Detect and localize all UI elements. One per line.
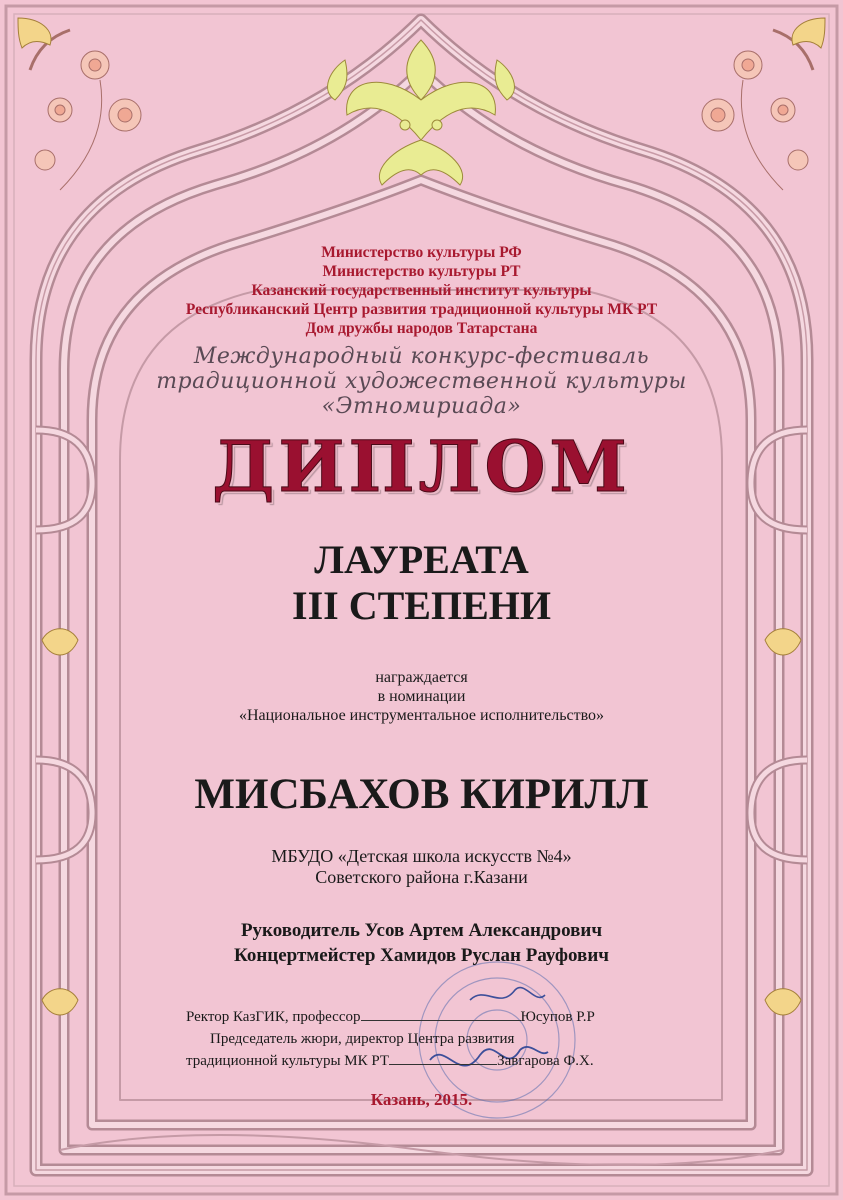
festival-line-3: «Этномириада»: [321, 394, 522, 419]
awarded-text: награждается: [375, 669, 468, 686]
corner-flowers-right: [702, 30, 813, 190]
rector-name: Юсупов Р.Р: [520, 1009, 595, 1025]
school-line-1: МБУДО «Детская школа искусств №4»: [271, 846, 572, 866]
organizer-friendship-house: Дом дружбы народов Татарстана: [305, 320, 538, 337]
organizer-kazan-institute: Казанский государственный институт культуры: [251, 282, 592, 299]
rector-signature-line: [186, 1008, 595, 1026]
staff-block: [0, 918, 843, 968]
place-and-date: Казань, 2015.: [370, 1090, 473, 1109]
degree-line-2: III СТЕПЕНИ: [292, 583, 551, 628]
chair-title-line-1: Председатель жюри, директор Центра развития: [210, 1031, 515, 1047]
nomination-caption: в номинации: [377, 688, 466, 705]
diploma-title: ДИПЛОМ: [212, 425, 631, 508]
school-block: [0, 846, 843, 888]
corner-flowers-left: [30, 30, 141, 190]
organizers-block: [0, 243, 843, 338]
organizer-ministry-rf: Министерство культуры РФ: [321, 244, 522, 261]
organizer-republican-center: Республиканский Центр развития традиционной культуры МК РТ: [185, 301, 658, 318]
festival-line-1: Международный конкурс-фестиваль: [193, 344, 650, 369]
nomination-name: «Национальное инструментальное исполнительство»: [238, 707, 605, 724]
leader-line: Руководитель Усов Артем Александрович: [240, 920, 603, 941]
gold-tulip-ornament: [328, 40, 515, 185]
chair-title-line-2: традиционной культуры МК РТ: [186, 1053, 390, 1069]
rector-title: Ректор КазГИК, профессор: [186, 1009, 361, 1025]
degree-block: [0, 537, 843, 629]
chair-signature-line: [186, 1052, 594, 1070]
festival-block: [0, 344, 843, 419]
award-block: [0, 668, 843, 725]
organizer-ministry-rt: Министерство культуры РТ: [322, 263, 521, 280]
festival-line-2: традиционной художественной культуры: [156, 369, 687, 394]
recipient-name: МИСБАХОВ КИРИЛЛ: [194, 771, 649, 818]
chair-name: Завгарова Ф.Х.: [497, 1053, 594, 1069]
school-line-2: Советского района г.Казани: [315, 867, 528, 887]
rector-signature-underline: [361, 1020, 521, 1021]
accompanist-line: Концертмейстер Хамидов Руслан Рауфович: [234, 945, 609, 966]
degree-line-1: ЛАУРЕАТА: [314, 537, 529, 582]
chair-signature-underline: [389, 1064, 497, 1065]
